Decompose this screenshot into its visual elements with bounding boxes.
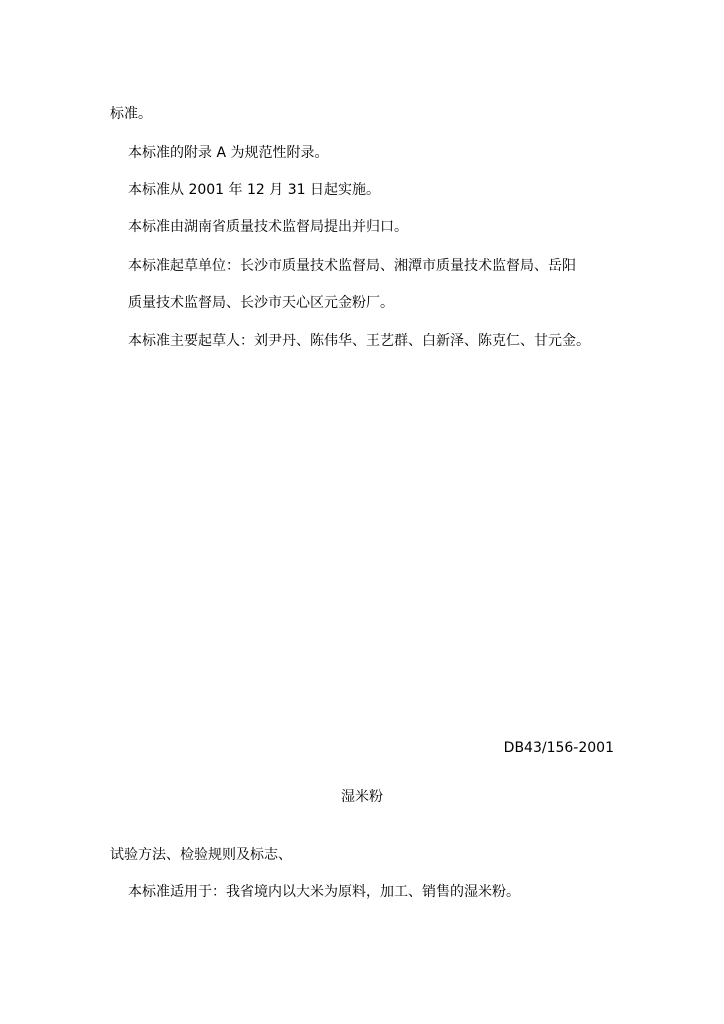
standard-number: DB43/156-2001	[503, 740, 614, 756]
paragraph-drafting-units: 本标准起草单位：长沙市质量技术监督局、湘潭市质量技术监督局、岳阳	[128, 258, 576, 274]
paragraph-drafting-units-cont: 质量技术监督局、长沙市天心区元金粉厂。	[128, 295, 394, 311]
paragraph-drafters: 本标准主要起草人：刘尹丹、陈伟华、王艺群、白新泽、陈克仁、甘元金。	[128, 333, 590, 349]
document-title: 湿米粉	[341, 789, 383, 805]
paragraph-appendix-note: 本标准的附录 A 为规范性附录。	[128, 145, 329, 161]
paragraph-continuation: 标准。	[110, 106, 152, 122]
paragraph-proposer: 本标准由湖南省质量技术监督局提出并归口。	[128, 219, 408, 235]
paragraph-effective-date: 本标准从 2001 年 12 月 31 日起实施。	[128, 182, 380, 198]
paragraph-scope: 本标准适用于：我省境内以大米为原料，加工、销售的湿米粉。	[128, 884, 520, 900]
paragraph-scope-heading: 试验方法、检验规则及标志、	[110, 847, 292, 863]
